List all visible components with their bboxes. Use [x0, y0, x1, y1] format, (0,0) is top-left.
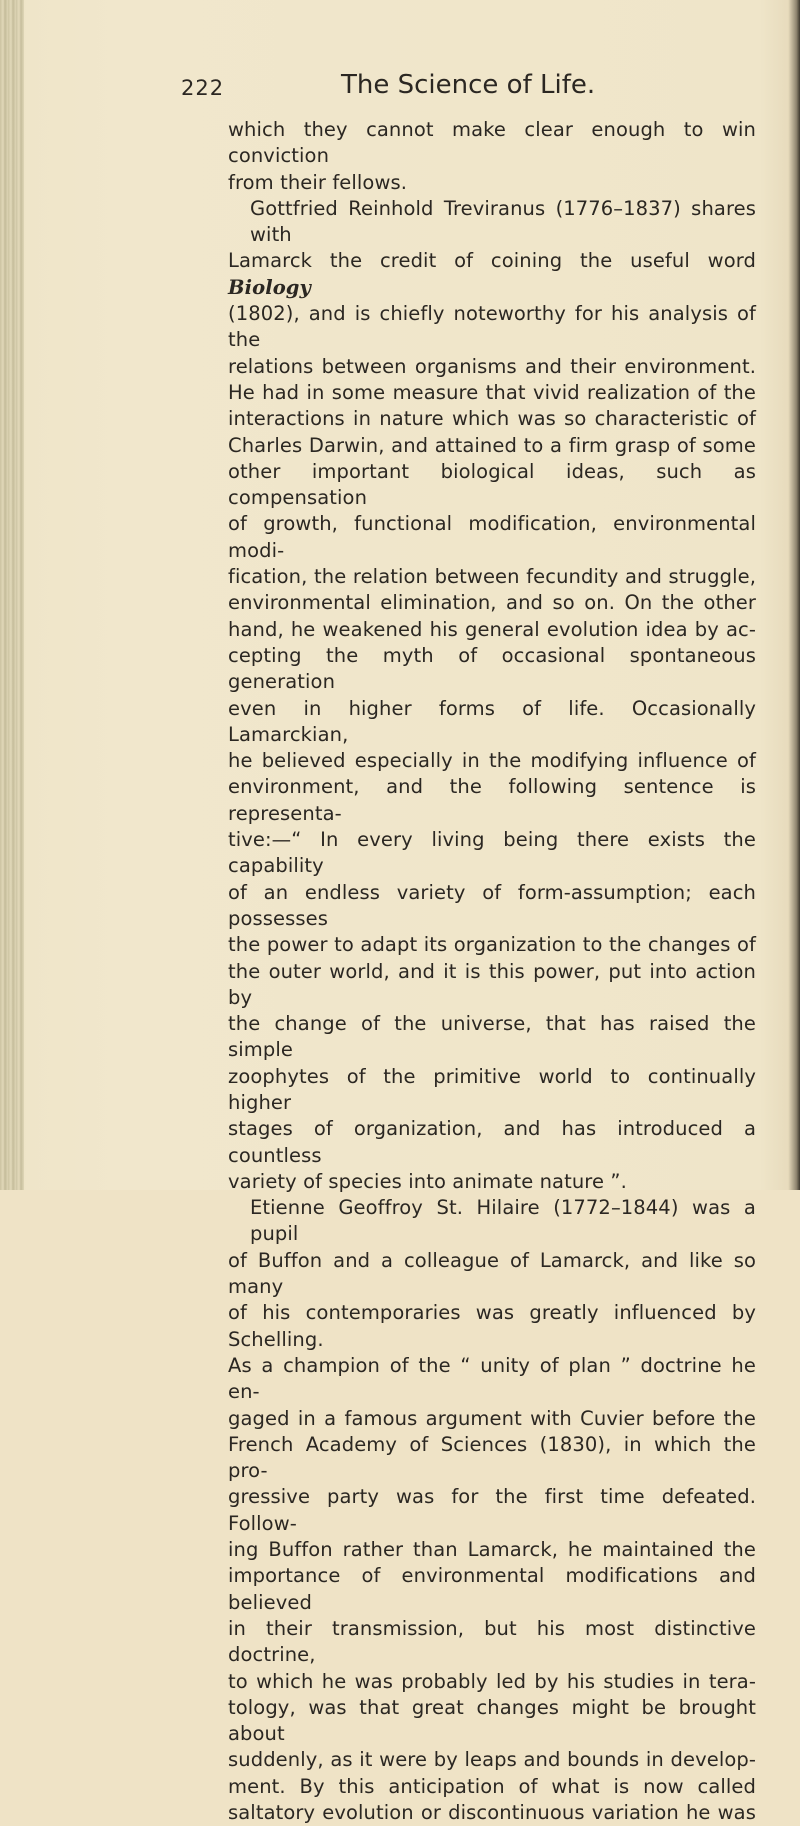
- text-line: the power to adapt its organization to the changes of: [228, 933, 756, 957]
- text-line: from their fellows.: [228, 170, 408, 194]
- text-line: relations between organisms and their environment.: [228, 354, 756, 378]
- text-line: gaged in a famous argument with Cuvier before the: [228, 1406, 756, 1430]
- text-line: environmental elimination, and so on. On the other: [228, 591, 756, 615]
- text-line: environment, and the following sentence is representa-: [228, 775, 756, 825]
- text-line: of growth, functional modification, environmental modi-: [228, 512, 756, 562]
- text-line: importance of environmental modifications and believed: [228, 1564, 756, 1614]
- text-line: he believed especially in the modifying influence of: [228, 749, 756, 773]
- text-line: of Buffon and a colleague of Lamarck, and like so many: [228, 1248, 756, 1299]
- text-line: to which he was probably led by his studies in tera-: [228, 1669, 756, 1693]
- text-line: of an endless variety of form-assumption; each possesses: [228, 880, 756, 930]
- text-line: interactions in nature which was so characteristic of: [228, 407, 756, 431]
- text-line: stages of organization, and has introduced a countless: [228, 1117, 756, 1167]
- text-line: of his contemporaries was greatly influenced by Schelling.: [228, 1301, 756, 1351]
- text-line: hand, he weakened his general evolution idea by ac-: [228, 617, 756, 641]
- running-title: The Science of Life.: [341, 70, 596, 100]
- text-line: zoophytes of the primitive world to continually higher: [228, 1064, 756, 1114]
- text-line: fication, the relation between fecundity and struggle,: [228, 565, 756, 589]
- text-line: (1802), and is chiefly noteworthy for his analysis of the: [228, 302, 756, 352]
- text-line: He had in some measure that vivid realization of the: [228, 380, 756, 404]
- text-line: Charles Darwin, and attained to a firm grasp of some: [228, 433, 756, 457]
- text-line: the outer world, and it is this power, put into action by: [228, 959, 756, 1009]
- paragraph-start-line: Gottfried Reinhold Treviranus (1776–1837) shares with: [250, 196, 756, 247]
- body-text: [228, 117, 756, 1826]
- paragraph-start-line: Etienne Geoffroy St. Hilaire (1772–1844) was a pupil: [250, 1196, 756, 1246]
- book-spine-shadow: [0, 0, 24, 1190]
- page-edge: [788, 0, 800, 1190]
- text-line: [228, 248, 756, 301]
- italic-word: Biology: [228, 275, 311, 299]
- text-line: ing Buffon rather than Lamarck, he maintained the: [228, 1538, 756, 1562]
- page-number: 222: [181, 76, 225, 100]
- text-line: cepting the myth of occasional spontaneous generation: [228, 643, 756, 694]
- text-line: the change of the universe, that has raised the simple: [228, 1012, 756, 1062]
- text-line: variety of species into animate nature ”.: [228, 1169, 627, 1193]
- running-header: [0, 70, 800, 110]
- text-line: in their transmission, but his most distinctive doctrine,: [228, 1616, 756, 1667]
- text-line: tive:—“ In every living being there exists the capability: [228, 828, 756, 878]
- text-line: French Academy of Sciences (1830), in which the pro-: [228, 1432, 756, 1483]
- text-line: which they cannot make clear enough to win conviction: [228, 118, 756, 168]
- text-line: even in higher forms of life. Occasionally Lamarckian,: [228, 696, 756, 746]
- text-line: ment. By this anticipation of what is now called: [228, 1774, 756, 1798]
- text-line: saltatory evolution or discontinuous variation he was: [228, 1801, 756, 1824]
- text-line: tology, was that great changes might be brought about: [228, 1695, 756, 1746]
- text-line: other important biological ideas, such as compensation: [228, 459, 756, 510]
- text-line: As a champion of the “ unity of plan ” doctrine he en-: [228, 1353, 756, 1404]
- text-line: gressive party was for the first time defeated. Follow-: [228, 1485, 756, 1535]
- text-fragment: Lamarck the credit of coining the useful word: [228, 249, 756, 273]
- text-line: suddenly, as it were by leaps and bounds in develop-: [228, 1748, 756, 1772]
